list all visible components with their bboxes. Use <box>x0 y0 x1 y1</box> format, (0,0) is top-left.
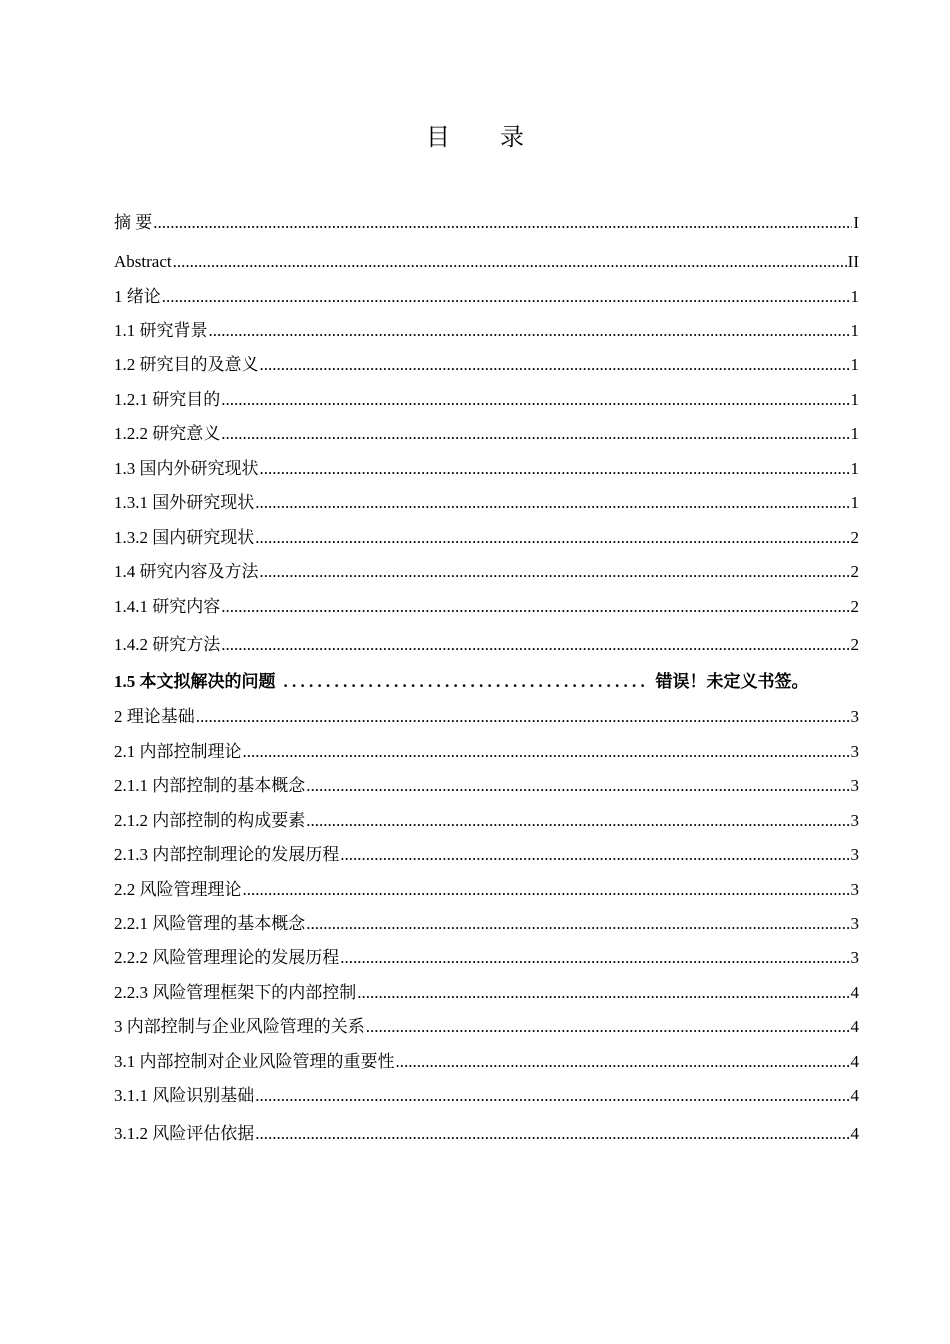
toc-entry[interactable] <box>114 422 859 446</box>
toc-entry-label: 2.2.1 风险管理的基本概念 <box>114 914 306 933</box>
toc-entry-page: 2 <box>850 597 859 616</box>
toc-entry-page: 1 <box>850 493 859 512</box>
dot-leader <box>221 595 849 619</box>
toc-entry-page: 1 <box>850 287 859 306</box>
dot-leader <box>306 809 849 833</box>
toc-entry-page: 4 <box>850 1017 859 1036</box>
toc-entry[interactable] <box>114 809 859 833</box>
toc-entry[interactable] <box>114 526 859 550</box>
toc-entry-label: 1.2.1 研究目的 <box>114 390 221 409</box>
toc-entry-label: 3.1 内部控制对企业风险管理的重要性 <box>114 1052 395 1071</box>
dot-leader <box>255 491 849 515</box>
dot-leader <box>260 353 850 377</box>
dot-leader <box>396 1050 850 1074</box>
dot-leader <box>255 1122 849 1146</box>
dot-leader <box>260 457 850 481</box>
dot-leader <box>306 912 849 936</box>
toc-entry-page: 3 <box>850 880 859 899</box>
toc-entry[interactable] <box>114 981 859 1005</box>
dot-leader <box>284 670 644 694</box>
toc-entry-label: 3 内部控制与企业风险管理的关系 <box>114 1017 365 1036</box>
toc-entry-page: 3 <box>850 742 859 761</box>
toc-entry-page: 1 <box>850 459 859 478</box>
toc-entry-label: 1.5 本文拟解决的问题 <box>114 672 276 691</box>
toc-entry[interactable] <box>114 1084 859 1108</box>
toc-entry-error[interactable] <box>114 670 859 694</box>
dot-leader <box>260 560 850 584</box>
toc-entry[interactable] <box>114 1050 859 1074</box>
toc-entry[interactable] <box>114 491 859 515</box>
dot-leader <box>221 388 849 412</box>
toc-entry-page: 3 <box>850 845 859 864</box>
toc-entry-page: 1 <box>850 390 859 409</box>
dot-leader <box>196 705 850 729</box>
toc-entry-label: 2.1.3 内部控制理论的发展历程 <box>114 845 340 864</box>
toc-entry-label: 1 绪论 <box>114 287 161 306</box>
toc-entry[interactable] <box>114 946 859 970</box>
toc-entry-label: 摘 要 <box>114 213 153 232</box>
toc-entry-page: 2 <box>850 562 859 581</box>
dot-leader <box>255 526 849 550</box>
toc-entry-page: 3 <box>850 811 859 830</box>
toc-entry-page: 1 <box>850 424 859 443</box>
toc-entry[interactable] <box>114 319 859 343</box>
dot-leader <box>162 285 850 309</box>
toc-entry-label: 3.1.1 风险识别基础 <box>114 1086 255 1105</box>
toc-entry[interactable] <box>114 843 859 867</box>
toc-entry-label: 1.3.1 国外研究现状 <box>114 493 255 512</box>
toc-entry-page: 2 <box>850 635 859 654</box>
toc-entry-label: 2.1 内部控制理论 <box>114 742 242 761</box>
dot-leader <box>243 740 850 764</box>
toc-entry-label: 2.2 风险管理理论 <box>114 880 242 899</box>
toc-entry-page: 4 <box>850 1052 859 1071</box>
toc-entry-page: 4 <box>850 1124 859 1143</box>
toc-entry[interactable] <box>114 878 859 902</box>
toc-entry-label: 2.1.2 内部控制的构成要素 <box>114 811 306 830</box>
toc-entry-page: II <box>847 252 859 271</box>
toc-entry-label: 1.4.1 研究内容 <box>114 597 221 616</box>
toc-entry[interactable] <box>114 740 859 764</box>
toc-entry[interactable] <box>114 595 859 619</box>
toc-entry-page: 1 <box>850 321 859 340</box>
toc-entry-page: 3 <box>850 776 859 795</box>
dot-leader <box>255 1084 849 1108</box>
toc-entry-page: 3 <box>850 914 859 933</box>
dot-leader <box>209 319 850 343</box>
bookmark-error-text: 错误！未定义书签。 <box>655 672 809 691</box>
dot-leader <box>243 878 850 902</box>
toc-entry-label: Abstract <box>114 252 172 271</box>
toc-entry[interactable] <box>114 633 859 657</box>
toc-entry-label: 1.4 研究内容及方法 <box>114 562 259 581</box>
dot-leader <box>221 633 849 657</box>
toc-entry-label: 2 理论基础 <box>114 707 195 726</box>
toc-entry-label: 1.2.2 研究意义 <box>114 424 221 443</box>
dot-leader <box>357 981 849 1005</box>
toc-entry[interactable] <box>114 1122 859 1146</box>
toc-entry[interactable] <box>114 353 859 377</box>
toc-entry-page: 4 <box>850 983 859 1002</box>
toc-entry-label: 1.1 研究背景 <box>114 321 208 340</box>
toc-title: 目 录 <box>426 125 546 151</box>
toc-entry-page: 1 <box>850 355 859 374</box>
dot-leader <box>221 422 849 446</box>
dot-leader <box>340 843 849 867</box>
toc-entry-label: 1.3.2 国内研究现状 <box>114 528 255 547</box>
dot-leader <box>306 774 849 798</box>
dot-leader <box>153 211 852 235</box>
toc-entry[interactable] <box>114 250 859 274</box>
dot-leader <box>366 1015 850 1039</box>
toc-entry-page: 3 <box>850 948 859 967</box>
toc-entry-page: I <box>853 213 859 232</box>
toc-entry-label: 2.2.3 风险管理框架下的内部控制 <box>114 983 357 1002</box>
toc-entry[interactable] <box>114 457 859 481</box>
toc-entry[interactable] <box>114 705 859 729</box>
toc-entry-page: 4 <box>850 1086 859 1105</box>
toc-entry[interactable] <box>114 211 859 235</box>
toc-entry[interactable] <box>114 1015 859 1039</box>
toc-entry-label: 2.2.2 风险管理理论的发展历程 <box>114 948 340 967</box>
toc-entry[interactable] <box>114 388 859 412</box>
toc-entry[interactable] <box>114 912 859 936</box>
toc-entry-label: 1.3 国内外研究现状 <box>114 459 259 478</box>
dot-leader <box>340 946 849 970</box>
toc-entry-label: 3.1.2 风险评估依据 <box>114 1124 255 1143</box>
toc-entry-page: 3 <box>850 707 859 726</box>
dot-leader <box>173 250 847 274</box>
toc-entry-label: 1.4.2 研究方法 <box>114 635 221 654</box>
toc-entry[interactable] <box>114 285 859 309</box>
toc-entry-label: 2.1.1 内部控制的基本概念 <box>114 776 306 795</box>
toc-entry[interactable] <box>114 774 859 798</box>
toc-entry-page: 2 <box>850 528 859 547</box>
toc-entry[interactable] <box>114 560 859 584</box>
toc-entry-label: 1.2 研究目的及意义 <box>114 355 259 374</box>
